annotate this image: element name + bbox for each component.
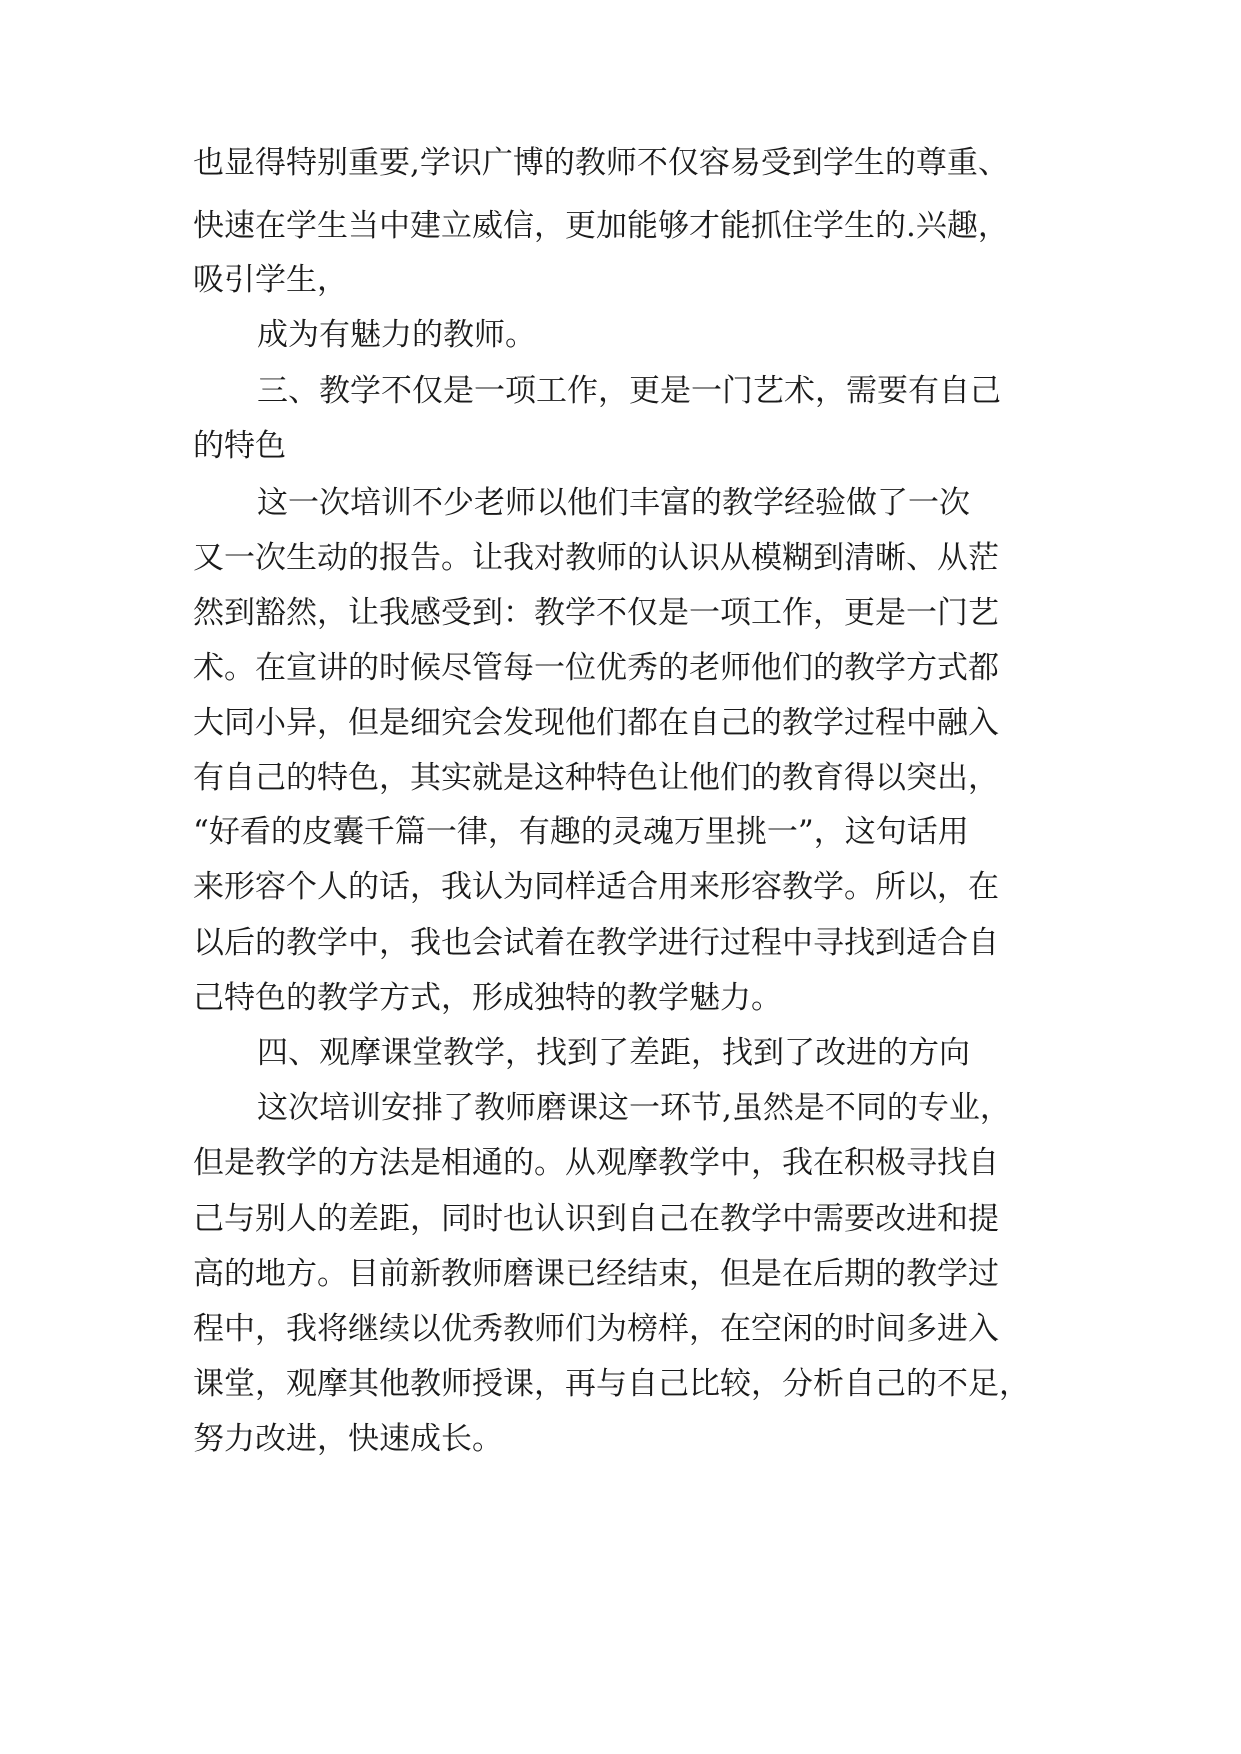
text-line: 有自己的特色，其实就是这种特色让他们的教育得以突出，	[193, 760, 999, 796]
section-heading: 三、教学不仅是一项工作，更是一门艺术，需要有自己	[257, 373, 1001, 409]
text-line: 又一次生动的报告。让我对教师的认识从模糊到清晰、从茫	[193, 540, 999, 576]
text-line: 程中，我将继续以优秀教师们为榜样，在空闲的时间多进入	[193, 1311, 999, 1347]
text-line: 成为有魅力的教师。	[257, 317, 536, 353]
text-line: 这一次培训不少老师以他们丰富的教学经验做了一次	[257, 485, 970, 521]
text-line: 这次培训安排了教师磨课这一环节,虽然是不同的专业，	[257, 1090, 1011, 1126]
text-line: 大同小异，但是细究会发现他们都在自己的教学过程中融入	[193, 705, 999, 741]
text-line: 快速在学生当中建立威信，更加能够才能抓住学生的.兴趣，	[193, 208, 1009, 244]
text-line: 以后的教学中，我也会试着在教学进行过程中寻找到适合自	[193, 925, 999, 961]
text-line: “好看的皮囊千篇一律，有趣的灵魂万里挑一”，这句话用	[193, 814, 969, 850]
text-line: 术。在宣讲的时候尽管每一位优秀的老师他们的教学方式都	[193, 650, 999, 686]
text-line: 努力改进，快速成长。	[193, 1421, 503, 1457]
text-line: 吸引学生，	[193, 262, 348, 298]
text-line: 课堂，观摩其他教师授课，再与自己比较，分析自己的不足，	[193, 1366, 1030, 1402]
section-heading: 四、观摩课堂教学，找到了差距，找到了改进的方向	[257, 1035, 970, 1071]
text-line: 但是教学的方法是相通的。从观摩教学中，我在积极寻找自	[193, 1145, 999, 1181]
text-line: 己特色的教学方式，形成独特的教学魅力。	[193, 980, 782, 1016]
text-line: 高的地方。目前新教师磨课已经结束，但是在后期的教学过	[193, 1256, 999, 1292]
text-line: 然到豁然，让我感受到：教学不仅是一项工作，更是一门艺	[193, 595, 999, 631]
text-line: 来形容个人的话，我认为同样适合用来形容教学。所以，在	[193, 869, 999, 905]
text-line: 也显得特别重要,学识广博的教师不仅容易受到学生的尊重、	[193, 145, 1009, 181]
text-line: 己与别人的差距，同时也认识到自己在教学中需要改进和提	[193, 1201, 999, 1237]
section-heading-continued: 的特色	[193, 428, 286, 464]
